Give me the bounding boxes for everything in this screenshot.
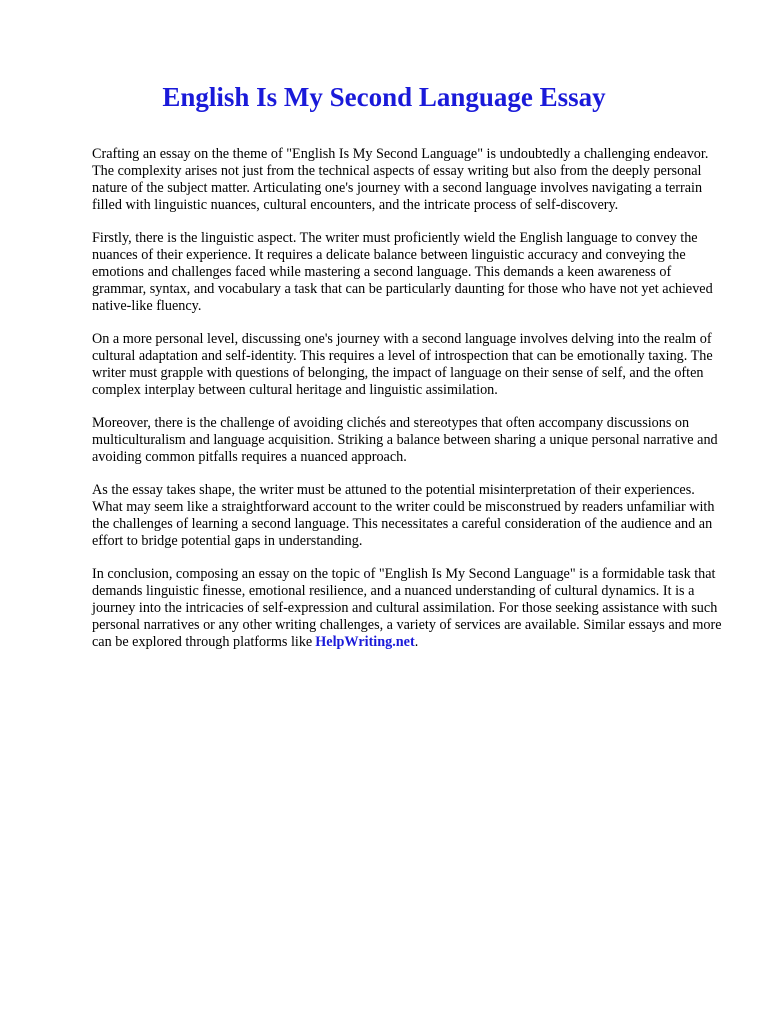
- paragraph-audience: As the essay takes shape, the writer must be attuned to the potential misinterpretation of their experiences. What may seem like a straightforward account to the writer could be misconstrued by readers unfamiliar with the challenges of learning a second language. This necessitates a careful consideration of the audience and an effort to bridge potential gaps in understanding.: [92, 482, 715, 549]
- paragraph-cliches: Moreover, there is the challenge of avoiding clichés and stereotypes that often accompany discussions on multiculturalism and language acquisition. Striking a balance between sharing a unique personal narrative and avoiding common pitfalls requires a nuanced approach.: [92, 415, 718, 465]
- paragraph-personal: On a more personal level, discussing one's journey with a second language involves delving into the realm of cultural adaptation and self-identity. This requires a level of introspection that can be emotionally taxing. The writer must grapple with questions of belonging, the impact of language on their sense of self, and the often complex interplay between cultural heritage and linguistic assimilation.: [92, 331, 713, 398]
- page-title: English Is My Second Language Essay: [162, 82, 606, 112]
- conclusion-text: In conclusion, composing an essay on the topic of "English Is My Second Language" is a formidable task that demands linguistic finesse, emotional resilience, and a nuanced understanding of cultural dynamics. It is a journey into the intricacies of self-expression and cultural assimilation. For those seeking assistance with such personal narratives or any other writing challenges, a variety of services are available. Similar essays and more can be explored through platforms like: [92, 566, 722, 650]
- helpwriting-link[interactable]: HelpWriting.net: [315, 634, 415, 650]
- paragraph-intro: Crafting an essay on the theme of "English Is My Second Language" is undoubtedly a challenging endeavor. The complexity arises not just from the technical aspects of essay writing but also from the deeply personal nature of the subject matter. Articulating one's journey with a second language involves navigating a terrain filled with linguistic nuances, cultural encounters, and the intricate process of self-discovery.: [92, 146, 709, 213]
- essay-body: [92, 146, 728, 667]
- paragraph-linguistic: Firstly, there is the linguistic aspect. The writer must proficiently wield the English language to convey the nuances of their experience. It requires a delicate balance between linguistic accuracy and conveying the emotions and challenges faced while mastering a second language. This demands a keen awareness of grammar, syntax, and vocabulary a task that can be particularly daunting for those who have not yet achieved native-like fluency.: [92, 230, 713, 314]
- paragraph-conclusion: [92, 566, 728, 651]
- conclusion-period: .: [414, 634, 419, 650]
